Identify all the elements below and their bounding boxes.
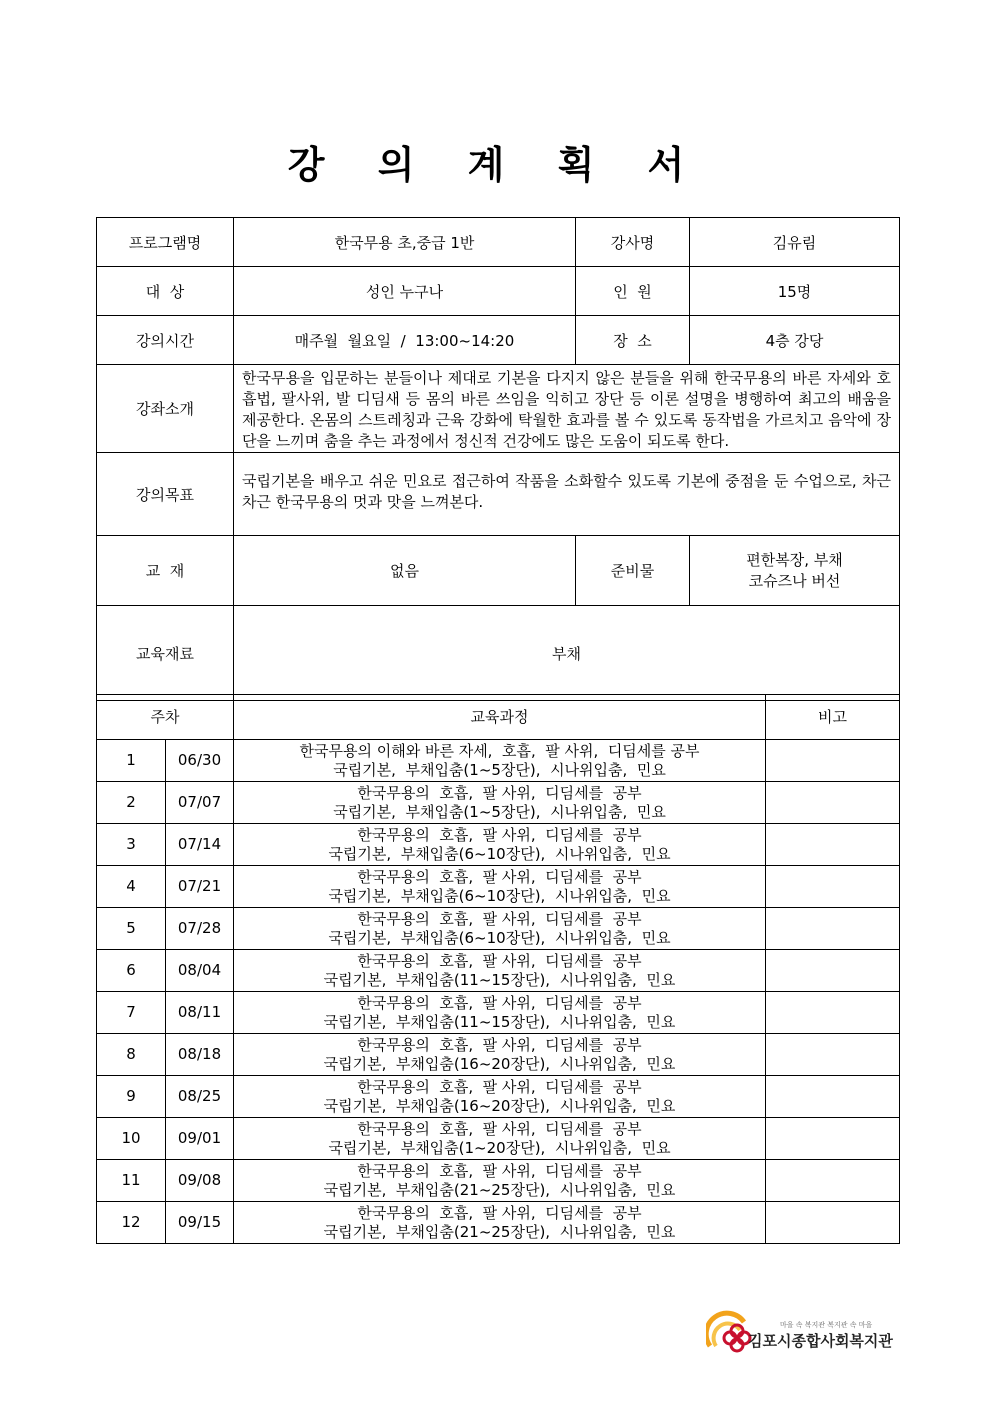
material-value: 부채 [234, 606, 900, 701]
course-line1: 한국무용의 호흡, 팔 사위, 디딤세를 공부 [357, 825, 642, 844]
course-line1: 한국무용의 호흡, 팔 사위, 디딤세를 공부 [357, 1077, 642, 1096]
week-date: 08/04 [166, 950, 234, 992]
week-date: 07/14 [166, 824, 234, 866]
week-number: 10 [97, 1118, 166, 1160]
prep-label: 준비물 [576, 536, 690, 606]
course-content [234, 740, 766, 782]
schedule-table [96, 694, 900, 1244]
intro-text: 한국무용을 입문하는 분들이나 제대로 기본을 다지지 않은 분들을 위해 한국무용의 바른 자세와 호흡법, 팔사위, 발 디딤새 등 몸의 바른 쓰임을 익히고 장단 등 이론 설명을 병행하여 최고의 배움을 제공한다. 온몸의 스트레칭과 근육 강화에 탁월한 효과를 볼 수 있도록 동작법을 가르치고 음악에 장단을 느끼며 춤을 추는 과정에서 정신적 건강에도 많은 도움이 되도록 한다. [234, 365, 900, 453]
target-label: 대 상 [97, 267, 234, 316]
week-date: 09/08 [166, 1160, 234, 1202]
table-row [97, 1034, 900, 1076]
place-value: 4층 강당 [690, 316, 900, 365]
course-content [234, 950, 766, 992]
course-line2: 국립기본, 부채입춤(1~5장단), 시나위입춤, 민요 [333, 802, 666, 821]
week-number: 12 [97, 1202, 166, 1244]
course-line1: 한국무용의 이해와 바른 자세, 호흡, 팔 사위, 디딤세를 공부 [299, 741, 700, 760]
course-line2: 국립기본, 부채입춤(1~5장단), 시나위입춤, 민요 [333, 760, 666, 779]
week-number: 7 [97, 992, 166, 1034]
logo-slogan: 마을 속 복지관 복지관 속 마을 [780, 1321, 873, 1329]
course-line1: 한국무용의 호흡, 팔 사위, 디딤세를 공부 [357, 1161, 642, 1180]
note-cell [766, 866, 900, 908]
note-cell [766, 782, 900, 824]
course-content [234, 1076, 766, 1118]
course-header: 교육과정 [234, 695, 766, 740]
course-line2: 국립기본, 부채입춤(16~20장단), 시나위입춤, 민요 [323, 1096, 676, 1115]
week-header: 주차 [97, 695, 234, 740]
note-cell [766, 1034, 900, 1076]
place-label: 장 소 [576, 316, 690, 365]
course-content [234, 1160, 766, 1202]
week-number: 9 [97, 1076, 166, 1118]
table-row [97, 992, 900, 1034]
prep-line1: 편한복장, 부채 [746, 550, 843, 569]
table-row [97, 1118, 900, 1160]
course-content [234, 1034, 766, 1076]
week-number: 8 [97, 1034, 166, 1076]
logo-name: 김포시종합사회복지관 [748, 1332, 893, 1350]
course-line2: 국립기본, 부채입춤(6~10장단), 시나위입춤, 민요 [328, 886, 671, 905]
course-line2: 국립기본, 부채입춤(21~25장단), 시나위입춤, 민요 [323, 1222, 676, 1241]
week-date: 07/07 [166, 782, 234, 824]
note-cell [766, 1076, 900, 1118]
week-number: 5 [97, 908, 166, 950]
capacity-label: 인 원 [576, 267, 690, 316]
goal-label: 강의목표 [97, 453, 234, 536]
table-row [97, 782, 900, 824]
intro-label: 강좌소개 [97, 365, 234, 453]
target-value: 성인 누구나 [234, 267, 576, 316]
textbook-label: 교 재 [97, 536, 234, 606]
course-content [234, 1202, 766, 1244]
week-date: 07/21 [166, 866, 234, 908]
week-date: 08/18 [166, 1034, 234, 1076]
course-line2: 국립기본, 부채입춤(6~10장단), 시나위입춤, 민요 [328, 928, 671, 947]
table-row [97, 866, 900, 908]
week-date: 09/01 [166, 1118, 234, 1160]
info-table [96, 217, 900, 701]
course-content [234, 1118, 766, 1160]
course-line2: 국립기본, 부채입춤(6~10장단), 시나위입춤, 민요 [328, 844, 671, 863]
table-row [97, 824, 900, 866]
course-content [234, 992, 766, 1034]
course-content [234, 782, 766, 824]
table-row [97, 1202, 900, 1244]
week-date: 07/28 [166, 908, 234, 950]
course-line2: 국립기본, 부채입춤(11~15장단), 시나위입춤, 민요 [323, 1012, 676, 1031]
program-value: 한국무용 초,중급 1반 [234, 218, 576, 267]
instructor-label: 강사명 [576, 218, 690, 267]
course-line2: 국립기본, 부채입춤(21~25장단), 시나위입춤, 민요 [323, 1180, 676, 1199]
course-line1: 한국무용의 호흡, 팔 사위, 디딤세를 공부 [357, 783, 642, 802]
table-row [97, 740, 900, 782]
table-row [97, 950, 900, 992]
program-label: 프로그램명 [97, 218, 234, 267]
material-label: 교육재료 [97, 606, 234, 701]
capacity-value: 15명 [690, 267, 900, 316]
week-number: 2 [97, 782, 166, 824]
note-cell [766, 824, 900, 866]
week-number: 11 [97, 1160, 166, 1202]
note-cell [766, 908, 900, 950]
table-row [97, 1076, 900, 1118]
time-value: 매주월 월요일 / 13:00~14:20 [234, 316, 576, 365]
textbook-value: 없음 [234, 536, 576, 606]
course-line1: 한국무용의 호흡, 팔 사위, 디딤세를 공부 [357, 1035, 642, 1054]
week-number: 3 [97, 824, 166, 866]
table-row [97, 908, 900, 950]
week-date: 08/25 [166, 1076, 234, 1118]
note-cell [766, 950, 900, 992]
week-date: 06/30 [166, 740, 234, 782]
week-date: 08/11 [166, 992, 234, 1034]
course-line1: 한국무용의 호흡, 팔 사위, 디딤세를 공부 [357, 951, 642, 970]
note-cell [766, 1160, 900, 1202]
course-line1: 한국무용의 호흡, 팔 사위, 디딤세를 공부 [357, 909, 642, 928]
course-line1: 한국무용의 호흡, 팔 사위, 디딤세를 공부 [357, 867, 642, 886]
note-cell [766, 1202, 900, 1244]
week-date: 09/15 [166, 1202, 234, 1244]
prep-value [690, 536, 900, 606]
note-cell [766, 992, 900, 1034]
prep-line2: 코슈즈나 버선 [748, 571, 841, 590]
note-header: 비고 [766, 695, 900, 740]
course-content [234, 866, 766, 908]
document-title: 강 의 계 획 서 [287, 142, 705, 187]
note-cell [766, 1118, 900, 1160]
course-line2: 국립기본, 부채입춤(16~20장단), 시나위입춤, 민요 [323, 1054, 676, 1073]
course-line1: 한국무용의 호흡, 팔 사위, 디딤세를 공부 [357, 993, 642, 1012]
note-cell [766, 740, 900, 782]
course-content [234, 824, 766, 866]
time-label: 강의시간 [97, 316, 234, 365]
week-number: 6 [97, 950, 166, 992]
course-line2: 국립기본, 부채입춤(11~15장단), 시나위입춤, 민요 [323, 970, 676, 989]
goal-text: 국립기본을 배우고 쉬운 민요로 접근하여 작품을 소화할수 있도록 기본에 중점을 둔 수업으로, 차근차근 한국무용의 멋과 맛을 느껴본다. [234, 453, 900, 536]
table-row [97, 1160, 900, 1202]
course-line1: 한국무용의 호흡, 팔 사위, 디딤세를 공부 [357, 1119, 642, 1138]
course-line1: 한국무용의 호흡, 팔 사위, 디딤세를 공부 [357, 1203, 642, 1222]
schedule-body [97, 740, 900, 1244]
course-content [234, 908, 766, 950]
week-number: 4 [97, 866, 166, 908]
instructor-value: 김유림 [690, 218, 900, 267]
course-line2: 국립기본, 부채입춤(1~20장단), 시나위입춤, 민요 [328, 1138, 671, 1157]
week-number: 1 [97, 740, 166, 782]
